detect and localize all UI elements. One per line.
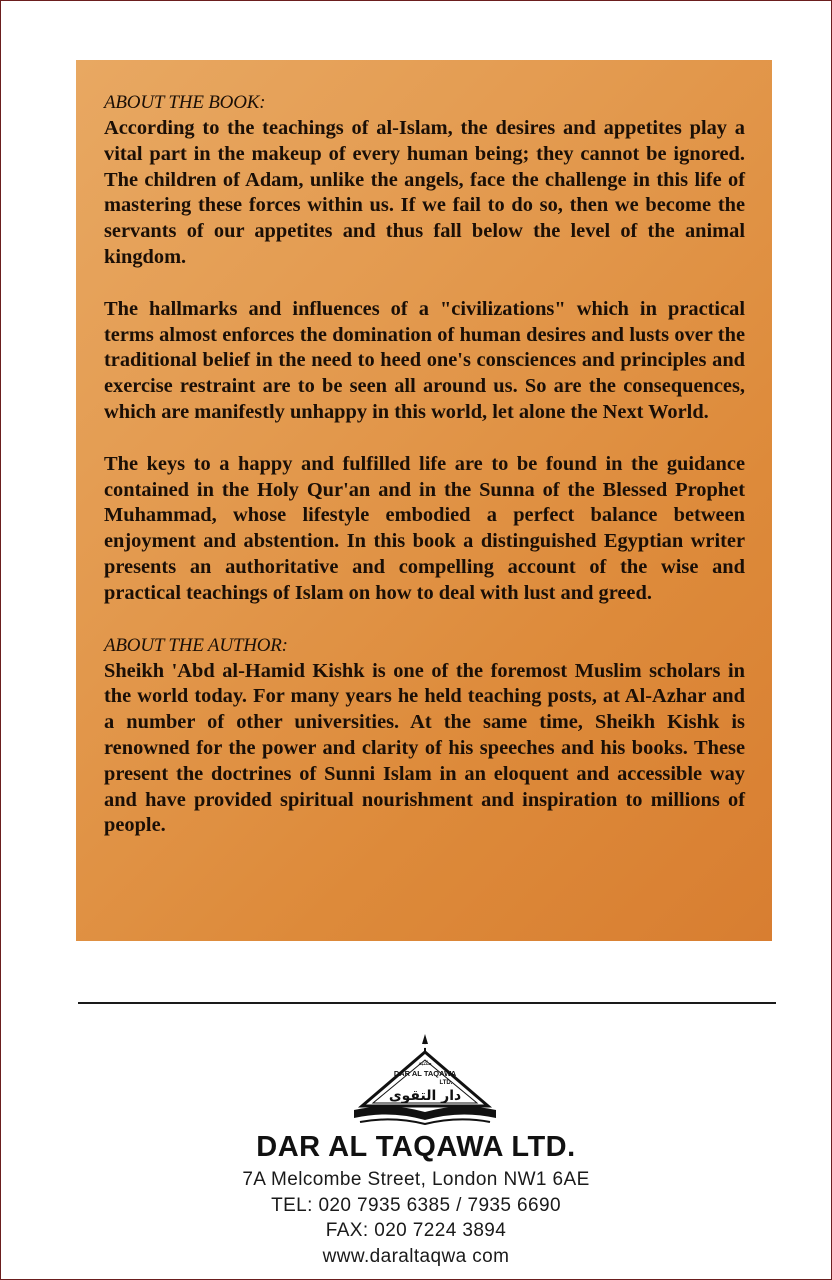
back-cover-text-panel — [76, 60, 772, 941]
about-book-heading: ABOUT THE BOOK: — [104, 92, 266, 113]
logo-arabic-text: دار التقوى — [388, 1088, 462, 1104]
about-author-heading: ABOUT THE AUTHOR: — [104, 634, 288, 656]
publisher-telephone: TEL: 020 7935 6385 / 7935 6690 — [271, 1195, 561, 1216]
publisher-website: www.daraltaqwa com — [322, 1246, 510, 1267]
publisher-fax: FAX: 020 7224 3894 — [325, 1220, 507, 1241]
about-book-paragraph-2: The hallmarks and influences of a "civilizations" which in practical terms almost enforces the domination of human desires and lusts over the traditional belief in the need to heed one's consciences and principles and exercise restraint are to be seen all around us. So are the consequences, which are manifestly unhappy in this world, let alone the Next World. — [104, 297, 745, 423]
publisher-name: DAR AL TAQAWA LTD. — [256, 1131, 576, 1163]
logo-text: DAR AL TAQAWA — [393, 1069, 457, 1078]
divider-line — [78, 1002, 776, 1004]
about-book-paragraph-3: The keys to a happy and fulfilled life are to be found in the guidance contained in the Holy Qur'an and in the Sunna of the Blessed Prophet Muhammad, whose lifestyle embodied a perfect balance between enjoyment and abstention. In this book a distinguished Egyptian writer presents an authoritative and compelling account of the wise and practical teachings of Islam on how to deal with lust and greed. — [104, 452, 745, 604]
about-book-paragraph-1: According to the teachings of al-Islam, the desires and appetites play a vital part in the makeup of every human being; they cannot be ignored. The children of Adam, unlike the angels, face the challenge in this life of mastering these forces within us. If we fail to do so, then we become the servants of our appetites and thus fall below the level of the animal kingdom. — [104, 117, 745, 268]
publisher-logo — [350, 1032, 500, 1128]
logo-arabic-top-text: مكتبة — [418, 1060, 432, 1067]
about-author-paragraph: Sheikh 'Abd al-Hamid Kishk is one of the foremost Muslim scholars in the world today. For many years he held teaching posts, at Al-Azhar and a number of other universities. At the same time, Sheikh Kishk is renowned for the power and clarity of his speeches and his books. These present the doctrines of Sunni Islam in an eloquent and accessible way and have provided spiritual nourishment and inspiration to millions of people. — [104, 659, 745, 837]
publisher-address: 7A Melcombe Street, London NW1 6AE — [242, 1169, 590, 1190]
logo-suffix: LTD. — [439, 1080, 453, 1086]
logo-book-icon — [354, 1106, 496, 1120]
logo-book-pages-icon — [360, 1119, 490, 1124]
logo-spire-dot-icon — [423, 1044, 427, 1048]
